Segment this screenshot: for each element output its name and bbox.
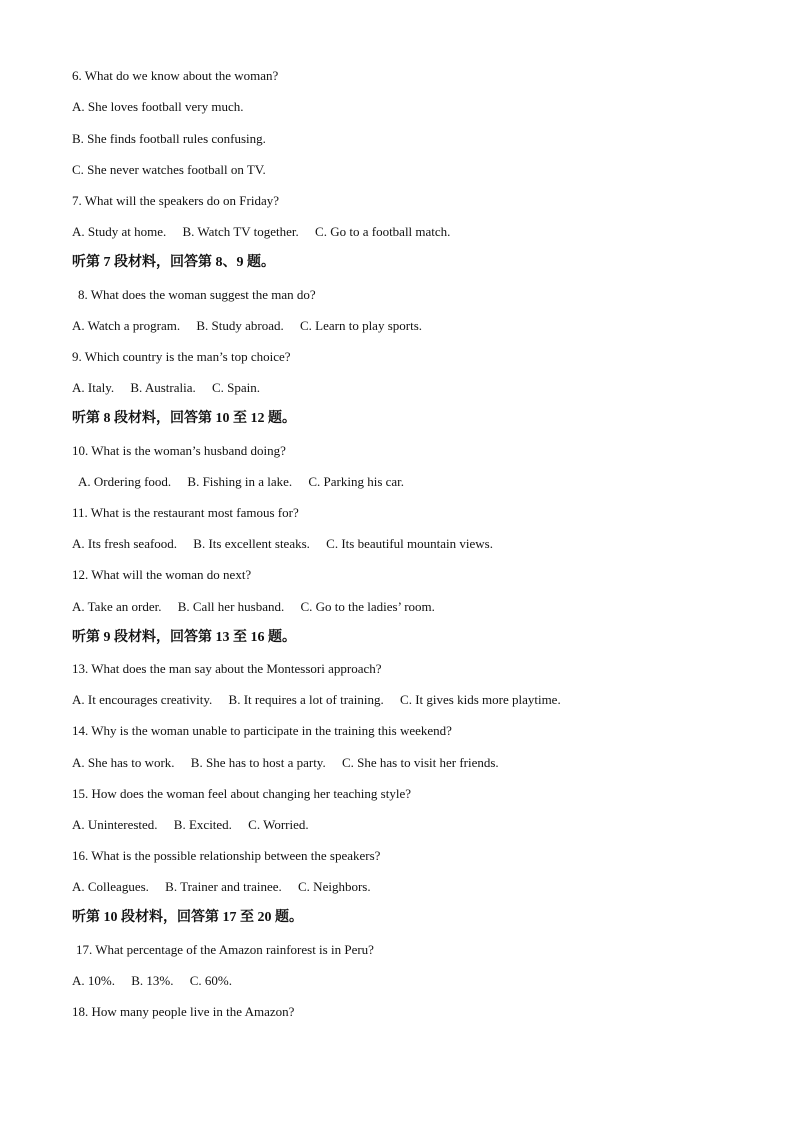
question-16: 16. What is the possible relationship between the speakers? <box>72 848 381 863</box>
q7-options: A. Study at home. B. Watch TV together. C. Go to a football match. <box>72 224 451 239</box>
question-14: 14. Why is the woman unable to participate in the training this weekend? <box>72 723 452 738</box>
question-9: 9. Which country is the man’s top choice? <box>72 349 291 364</box>
question-6: 6. What do we know about the woman? <box>72 68 279 83</box>
question-7: 7. What will the speakers do on Friday? <box>72 193 279 208</box>
question-17: 17. What percentage of the Amazon rainforest is in Peru? <box>76 942 374 957</box>
section-heading-10: 听第 10 段材料，回答第 17 至 20 题。 <box>72 910 303 925</box>
q12-options: A. Take an order. B. Call her husband. C. Go to the ladies’ room. <box>72 599 435 614</box>
section-heading-8: 听第 8 段材料，回答第 10 至 12 题。 <box>72 411 296 426</box>
section-heading-9: 听第 9 段材料，回答第 13 至 16 题。 <box>72 630 296 645</box>
question-18: 18. How many people live in the Amazon? <box>72 1004 295 1019</box>
question-12: 12. What will the woman do next? <box>72 567 252 582</box>
q6-option-c: C. She never watches football on TV. <box>72 162 266 177</box>
q6-option-b: B. She finds football rules confusing. <box>72 131 266 146</box>
question-10: 10. What is the woman’s husband doing? <box>72 443 286 458</box>
q14-options: A. She has to work. B. She has to host a party. C. She has to visit her friends. <box>72 755 499 770</box>
question-13: 13. What does the man say about the Montessori approach? <box>72 661 382 676</box>
question-11: 11. What is the restaurant most famous for? <box>72 505 299 520</box>
section-heading-7: 听第 7 段材料，回答第 8、9 题。 <box>72 255 275 270</box>
q17-options: A. 10%. B. 13%. C. 60%. <box>72 973 232 988</box>
question-15: 15. How does the woman feel about changing her teaching style? <box>72 786 411 801</box>
q16-options: A. Colleagues. B. Trainer and trainee. C. Neighbors. <box>72 879 371 894</box>
q15-options: A. Uninterested. B. Excited. C. Worried. <box>72 817 309 832</box>
q6-option-a: A. She loves football very much. <box>72 99 244 114</box>
question-8: 8. What does the woman suggest the man do? <box>78 287 316 302</box>
q10-options: A. Ordering food. B. Fishing in a lake. C. Parking his car. <box>78 474 405 489</box>
q11-options: A. Its fresh seafood. B. Its excellent steaks. C. Its beautiful mountain views. <box>72 536 493 551</box>
q13-options: A. It encourages creativity. B. It requires a lot of training. C. It gives kids more playtime. <box>72 692 561 707</box>
q9-options: A. Italy. B. Australia. C. Spain. <box>72 380 261 395</box>
q8-options: A. Watch a program. B. Study abroad. C. Learn to play sports. <box>72 318 423 333</box>
